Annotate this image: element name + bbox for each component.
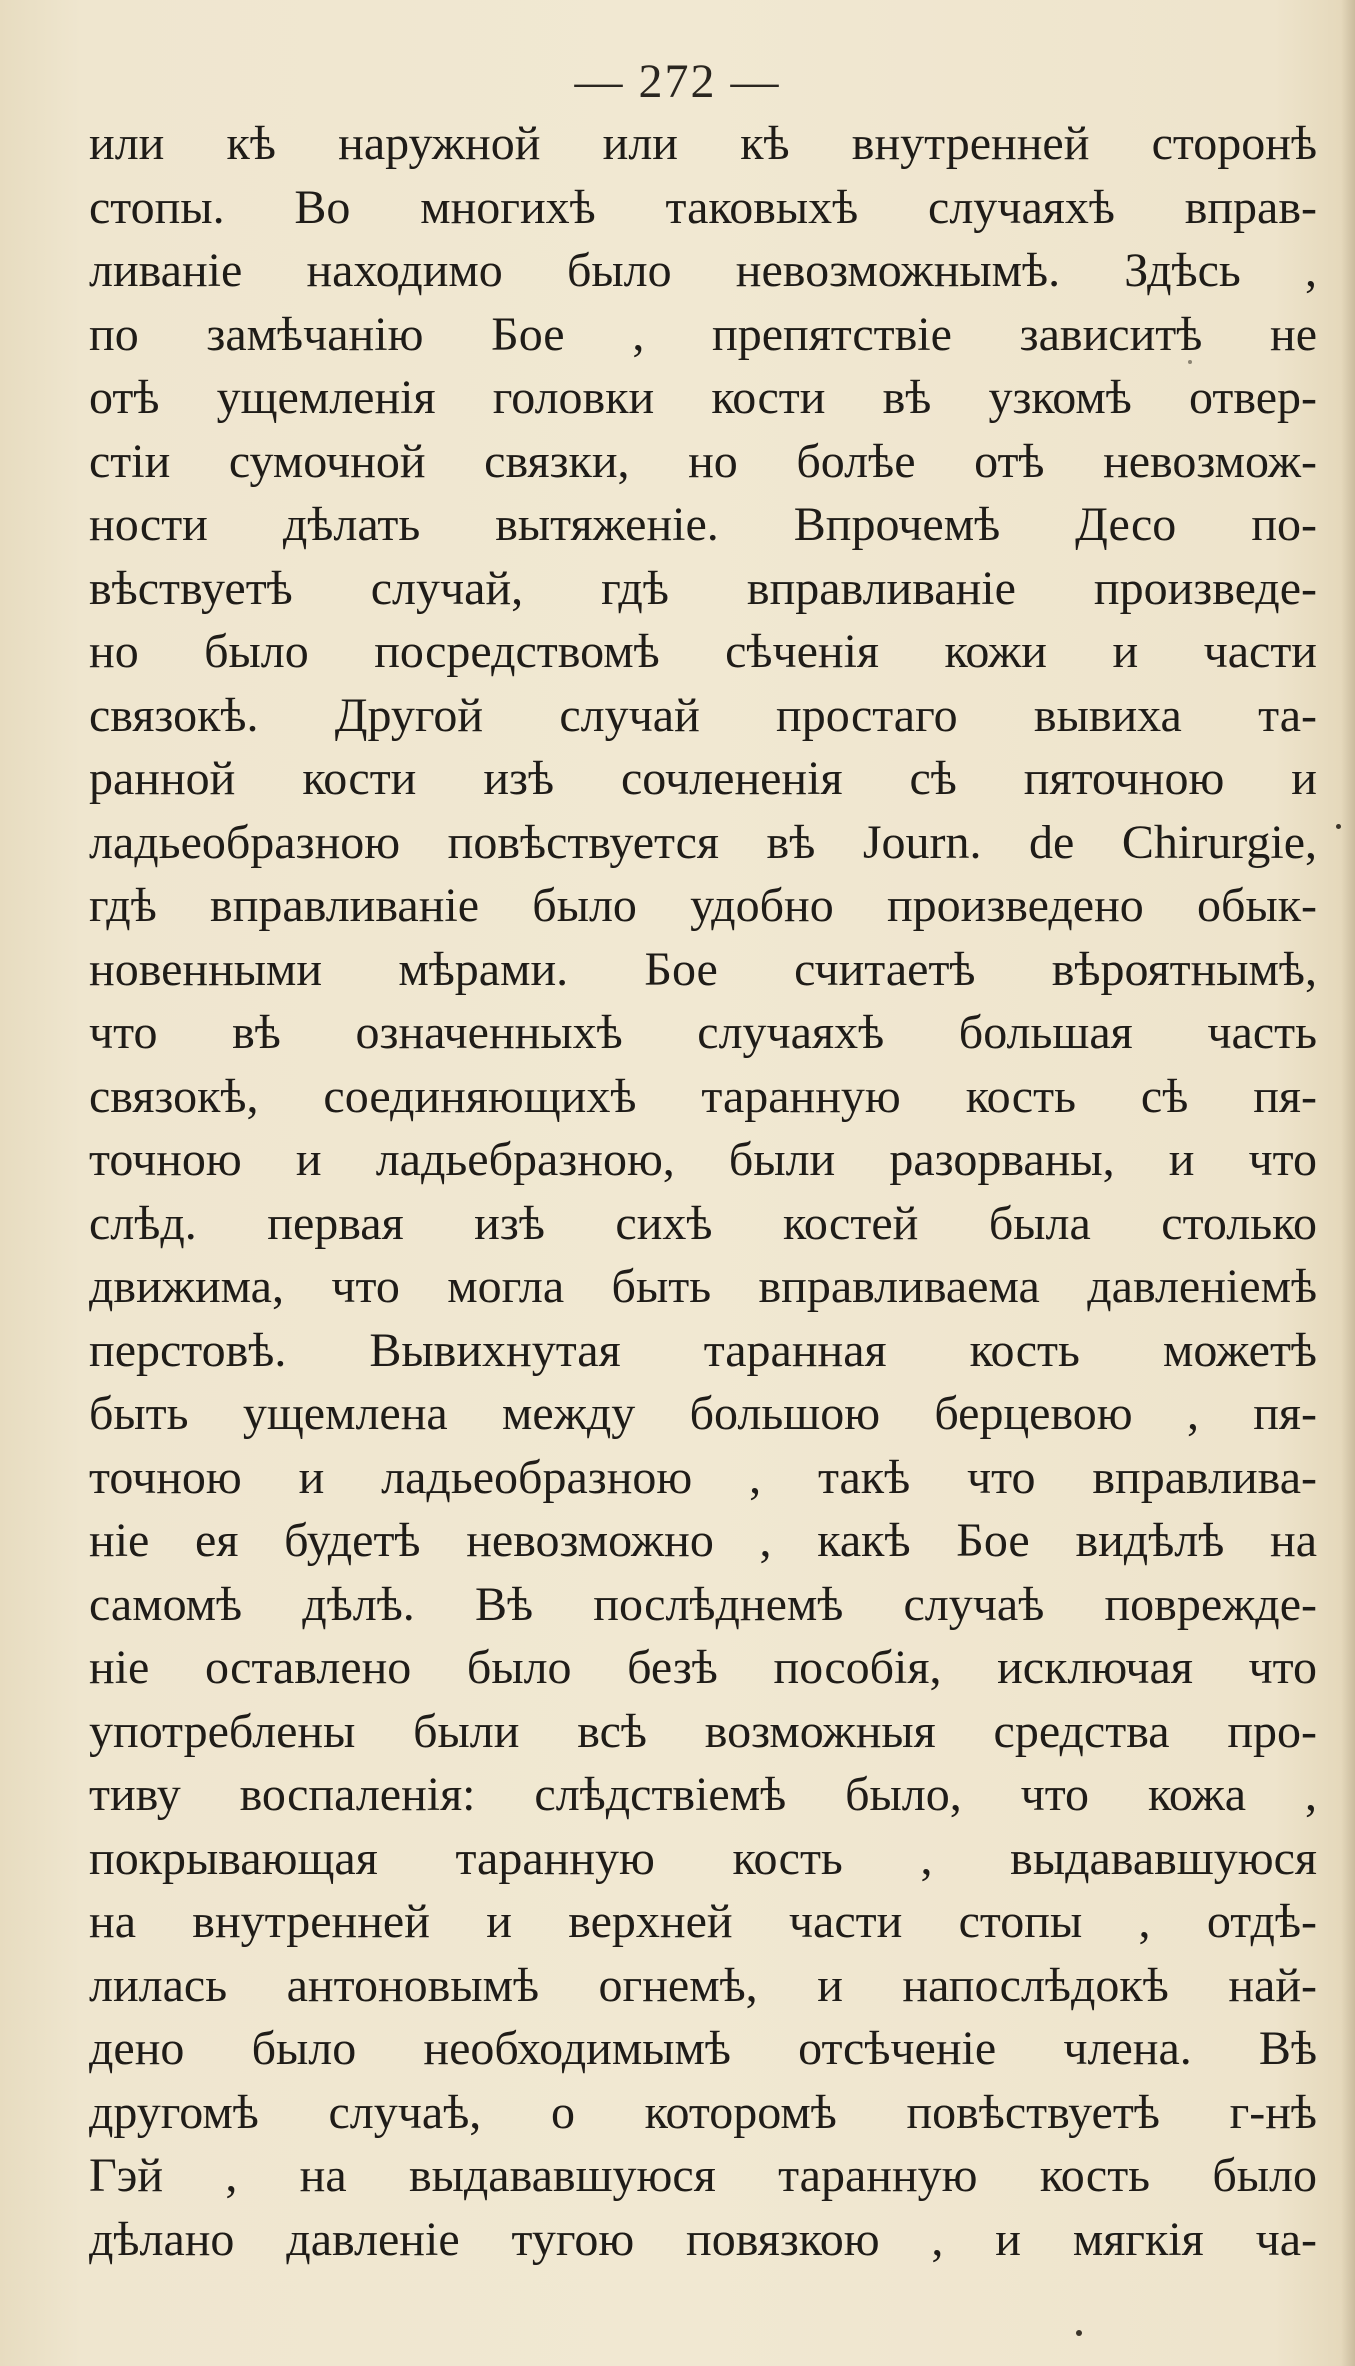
text-line: ніе ея будетѣ невозможно , какѣ Бое видѣлѣ на <box>89 1514 1317 1567</box>
text-line: гдѣ вправливаніе было удобно произведено обык- <box>89 879 1317 932</box>
text-line: Гэй , на выдававшуюся таранную кость было <box>89 2149 1317 2202</box>
text-line: слѣд. первая изѣ сихѣ костей была столько <box>89 1196 1317 1250</box>
text-line: дѣлано давленіе тугою повязкою , и мягкія ча- <box>89 2212 1317 2266</box>
text-line: вѣствуетѣ случай, гдѣ вправливаніе произведе- <box>89 561 1317 615</box>
text-line: по замѣчанію Бое , препятствіе зависитѣ не <box>89 307 1317 361</box>
text-line: связокѣ, соединяющихѣ таранную кость сѣ пя- <box>89 1069 1317 1123</box>
text-line: покрывающая таранную кость , выдававшуюся <box>89 1831 1317 1885</box>
text-line: точною и ладьебразною, были разорваны, и что <box>89 1133 1317 1186</box>
text-line: ніе оставлено было безѣ пособія, исключая что <box>89 1641 1317 1694</box>
ink-speck <box>1336 824 1341 829</box>
text-line: ладьеобразною повѣствуется вѣ Journ. de Chirurgie, <box>89 815 1317 869</box>
text-line: тиву воспаленія: слѣдствіемѣ было, что кожа , <box>89 1768 1317 1821</box>
text-line: или кѣ наружной или кѣ внутренней сторонѣ <box>89 117 1317 170</box>
text-line: стіи сумочной связки, но болѣе отѣ невозмож- <box>89 434 1317 488</box>
page-body-text <box>89 112 1317 2271</box>
text-line: другомѣ случаѣ, о которомѣ повѣствуетѣ г-нѣ <box>89 2085 1317 2139</box>
text-line: дено было необходимымѣ отсѣченіе члена. Вѣ <box>89 2022 1317 2075</box>
text-line: ности дѣлать вытяженіе. Впрочемѣ Десо по- <box>89 498 1317 551</box>
text-line: на внутренней и верхней части стопы , отдѣ- <box>89 1895 1317 1948</box>
text-line: самомѣ дѣлѣ. Вѣ послѣднемѣ случаѣ поврежде- <box>89 1577 1317 1631</box>
text-line: ранной кости изѣ сочлененія сѣ пяточною и <box>89 752 1317 805</box>
text-line: точною и ладьеобразною , такѣ что вправлива- <box>89 1450 1317 1504</box>
text-line: стопы. Во многихѣ таковыхѣ случаяхѣ вправ- <box>89 180 1317 234</box>
text-line: связокѣ. Другой случай простаго вывиха та- <box>89 688 1317 742</box>
text-line: ливаніе находимо было невозможнымѣ. Здѣсь , <box>89 244 1317 297</box>
text-line: новенными мѣрами. Бое считаетѣ вѣроятнымѣ, <box>89 942 1317 996</box>
text-line: употреблены были всѣ возможныя средства про- <box>89 1704 1317 1758</box>
text-line: но было посредствомѣ сѣченія кожи и части <box>89 625 1317 678</box>
text-line: отѣ ущемленія головки кости вѣ узкомѣ отвер- <box>89 371 1317 424</box>
text-line: лилась антоновымѣ огнемѣ, и напослѣдокѣ най- <box>89 1958 1317 2012</box>
ink-speck <box>1076 2330 1082 2336</box>
text-line: что вѣ означенныхѣ случаяхѣ большая часть <box>89 1006 1317 1059</box>
text-line: перстовѣ. Вывихнутая таранная кость можетѣ <box>89 1323 1317 1377</box>
page-number: — 272 — <box>574 55 781 108</box>
text-line: быть ущемлена между большою берцевою , пя- <box>89 1387 1317 1440</box>
text-line: движима, что могла быть вправливаема давленіемѣ <box>89 1260 1317 1313</box>
